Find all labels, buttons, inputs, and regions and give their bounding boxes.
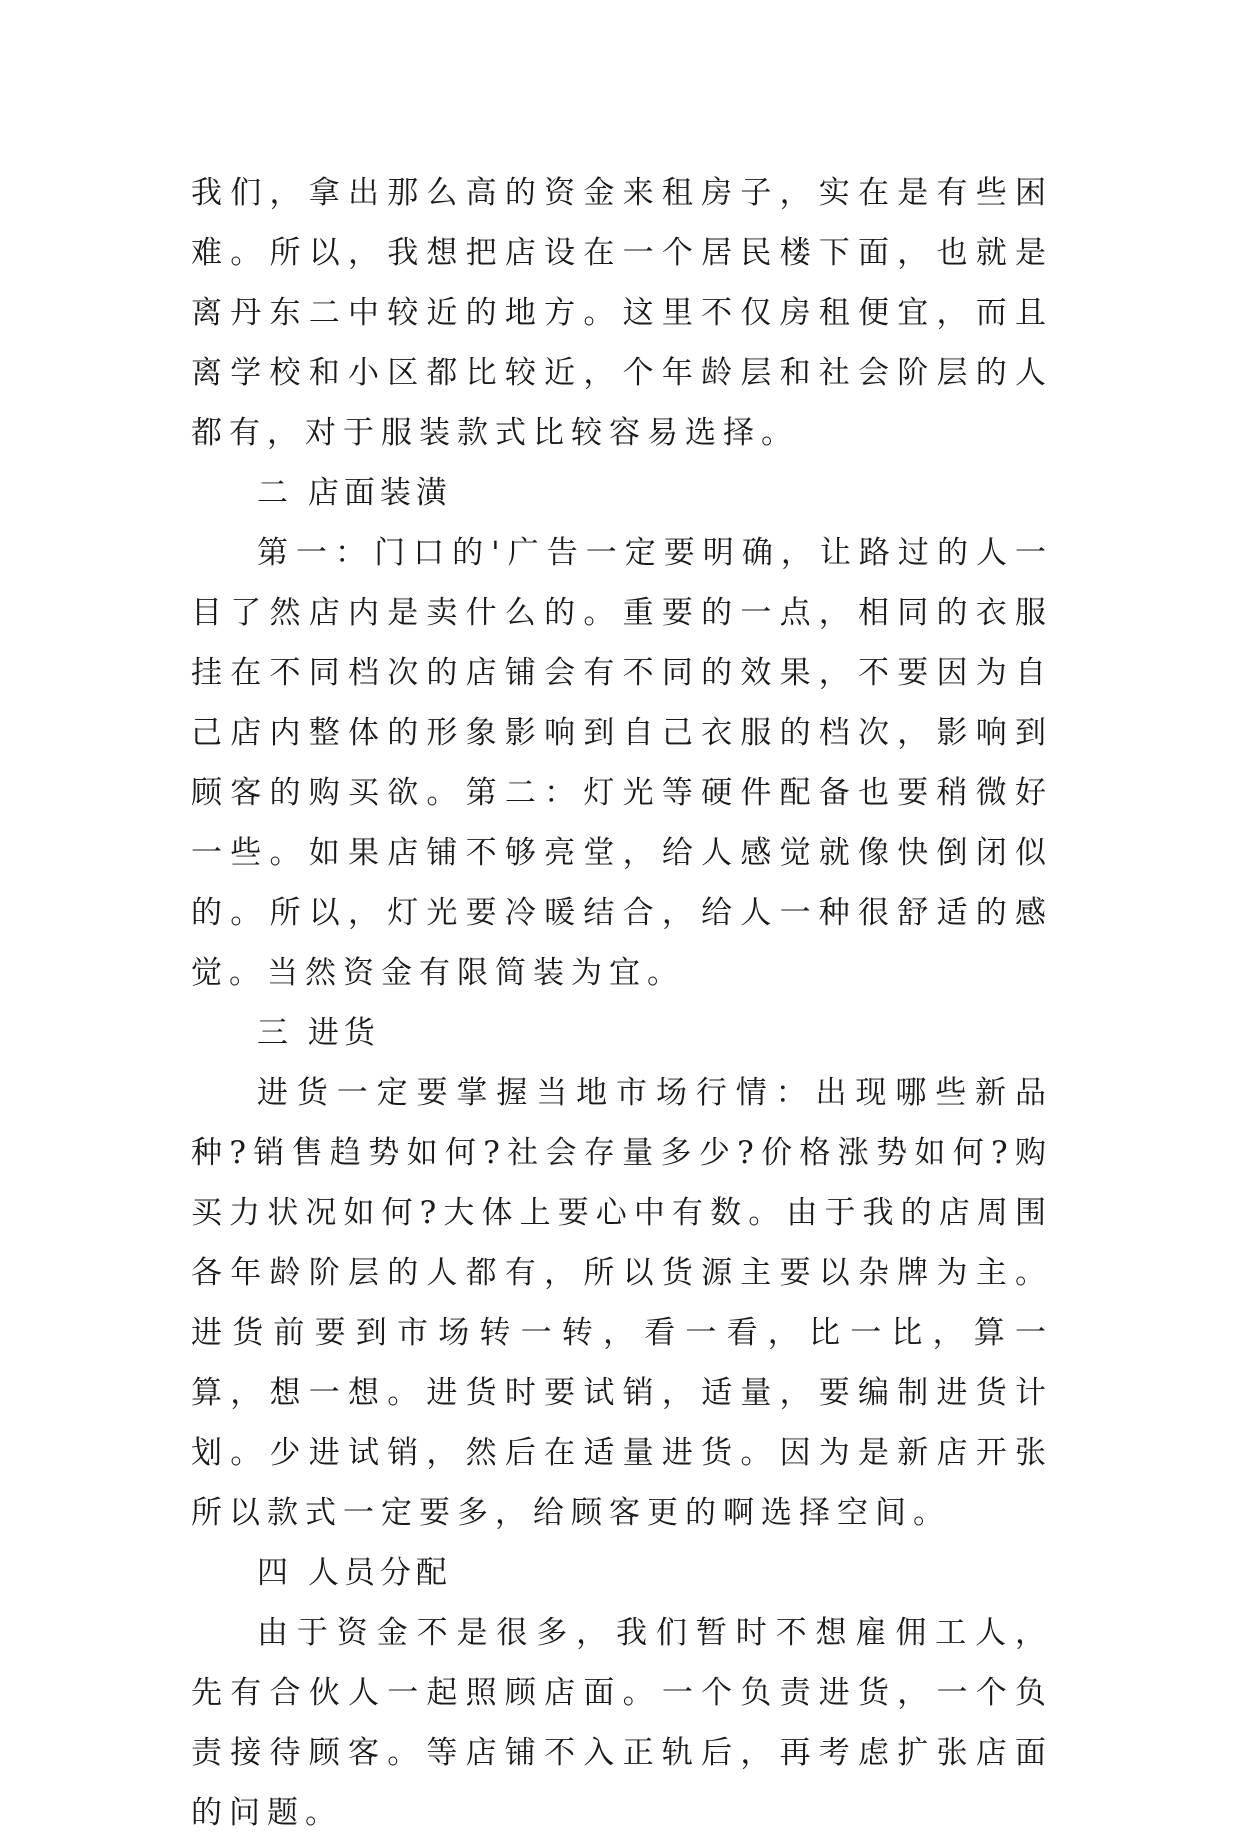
- section-heading-decoration: 二 店面装潢: [257, 475, 452, 511]
- paragraph-decoration: 第一：门口的'广告一定要明确，让路过的人一目了然店内是卖什么的。重要的一点，相同的衣服挂在不同档次的店铺会有不同的效果，不要因为自己店内整体的形象影响到自己衣服的档次，影响到顾客的购买欲。第二：灯光等硬件配备也要稍微好一些。如果店铺不够亮堂，给人感觉就像快倒闭似的。所以，灯光要冷暖结合，给人一种很舒适的感觉。当然资金有限简装为宜。: [191, 535, 1053, 991]
- section-heading-stocking: 三 进货: [257, 1015, 380, 1051]
- paragraph-location-continued: 我们，拿出那么高的资金来租房子，实在是有些困难。所以，我想把店设在一个居民楼下面，也就是离丹东二中较近的地方。这里不仅房租便宜，而且离学校和小区都比较近，个年龄层和社会阶层的人都有，对于服装款式比较容易选择。: [191, 175, 1053, 451]
- paragraph-staffing: 由于资金不是很多，我们暂时不想雇佣工人，先有合伙人一起照顾店面。一个负责进货，一个负责接待顾客。等店铺不入正轨后，再考虑扩张店面的问题。: [191, 1615, 1053, 1831]
- document-body: [191, 163, 1053, 1843]
- section-heading-staffing: 四 人员分配: [257, 1555, 452, 1591]
- paragraph-stocking: 进货一定要掌握当地市场行情：出现哪些新品种?销售趋势如何?社会存量多少?价格涨势如何?购买力状况如何?大体上要心中有数。由于我的店周围各年龄阶层的人都有，所以货源主要以杂牌为主。进货前要到市场转一转，看一看，比一比，算一算，想一想。进货时要试销，适量，要编制进货计划。少进试销，然后在适量进货。因为是新店开张所以款式一定要多，给顾客更的啊选择空间。: [191, 1075, 1053, 1531]
